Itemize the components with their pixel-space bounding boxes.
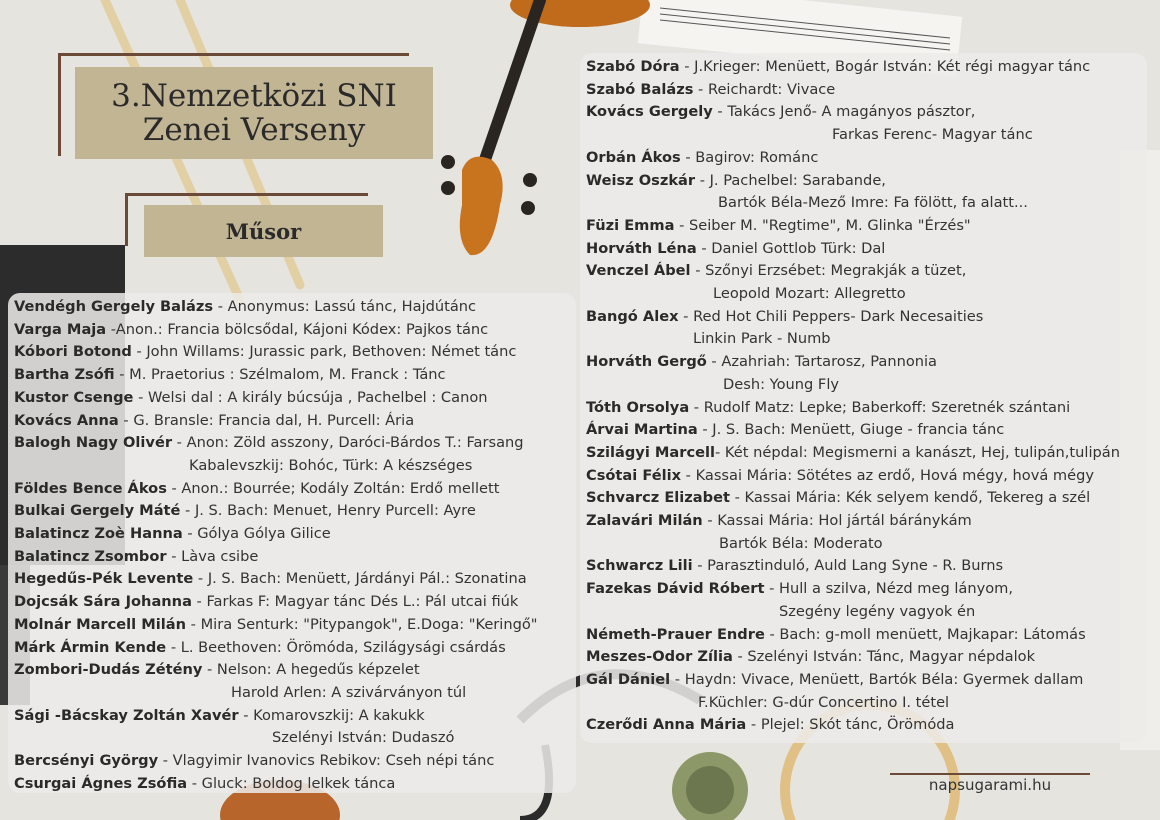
performer-name: Bartha Zsófi — [14, 366, 115, 384]
piece-list-continued: Linkin Park - Numb — [693, 330, 831, 348]
piece-list: - Szőnyi Erzsébet: Megrakják a tüzet, — [690, 262, 967, 280]
piece-list: - Reichardt: Vivace — [693, 80, 836, 98]
performer-name: Kovács Anna — [14, 411, 119, 429]
performer-name: Csótai Félix — [586, 466, 682, 484]
piece-list-continued: Farkas Ferenc- Magyar tánc — [832, 126, 1033, 144]
piece-list: - G. Bransle: Francia dal, H. Purcell: Ária — [118, 411, 415, 429]
performer-name: Gál Dániel — [586, 670, 671, 688]
program-entry — [586, 669, 1147, 714]
program-entry — [586, 419, 1147, 442]
performer-name: Horváth Gergő — [586, 353, 707, 371]
program-entry — [14, 568, 576, 591]
program-entry — [586, 306, 1147, 351]
performer-name: Meszes-Odor Zília — [586, 648, 733, 666]
program-entry — [14, 614, 576, 637]
piece-list: - Làva csibe — [166, 547, 259, 565]
performer-name: Sági -Bácskay Zoltán Xavér — [14, 706, 239, 724]
piece-list: - Mira Senturk: "Pitypangok", E.Doga: "Keringő" — [186, 615, 538, 633]
program-entry — [14, 319, 576, 342]
program-entry — [14, 500, 576, 523]
website-label: napsugarami.hu — [928, 776, 1052, 794]
title-line-2: Zenei Verseny — [142, 112, 366, 148]
performer-name: Venczel Ábel — [586, 262, 691, 280]
program-entry — [586, 442, 1147, 465]
piece-list-continued: Szegény legény vagyok én — [779, 602, 976, 620]
performer-name: Bulkai Gergely Máté — [14, 502, 181, 520]
subtitle: Műsor — [225, 218, 302, 244]
program-entry — [586, 487, 1147, 510]
program-entry — [14, 410, 576, 433]
piece-list: - J. S. Bach: Menüett, Járdányi Pál.: Szonatina — [193, 570, 527, 588]
program-list-left — [8, 293, 576, 793]
performer-name: Schwarcz Lili — [586, 557, 693, 575]
piece-list: - Daniel Gottlob Türk: Dal — [696, 239, 886, 257]
piece-list-continued: Szelényi István: Dudaszó — [272, 729, 455, 747]
performer-name: Füzi Emma — [586, 216, 675, 234]
performer-name: Hegedűs-Pék Levente — [14, 570, 194, 588]
piece-list: - Red Hot Chili Peppers- Dark Necesaities — [678, 307, 984, 325]
program-entry — [14, 659, 576, 704]
program-entry — [586, 56, 1147, 79]
performer-name: Szabó Dóra — [586, 58, 680, 75]
subtitle-box — [144, 205, 383, 257]
piece-list: - Kassai Mária: Kék selyem kendő, Tekereg a szél — [729, 489, 1091, 507]
program-entry — [586, 215, 1147, 238]
piece-list: - Vlagyimir Ivanovics Rebikov: Cseh népi tánc — [158, 752, 495, 770]
program-entry — [14, 478, 576, 501]
program-entry — [14, 637, 576, 660]
performer-name: Horváth Léna — [586, 239, 697, 257]
piece-list: - J. S. Bach: Menüett, Giuge - francia tánc — [697, 421, 1005, 439]
performer-name: Földes Bence Ákos — [14, 479, 167, 497]
program-entry — [14, 387, 576, 410]
performer-name: Kóbori Botond — [14, 343, 132, 361]
piece-list: - Hull a szilva, Nézd meg lányom, — [764, 580, 1014, 598]
program-entry — [586, 147, 1147, 170]
title-line-1: 3.Nemzetközi SNI — [111, 78, 397, 114]
program-entry — [586, 714, 1147, 737]
piece-list-continued: Bartók Béla-Mező Imre: Fa fölött, fa alatt... — [718, 194, 1028, 212]
program-entry — [586, 397, 1147, 420]
performer-name: Németh-Prauer Endre — [586, 625, 765, 643]
program-entry — [586, 351, 1147, 396]
performer-name: Fazekas Dávid Róbert — [586, 580, 765, 598]
program-entry — [586, 555, 1147, 578]
piece-list: - Takács Jenő- A magányos pásztor, — [712, 103, 976, 121]
program-entry — [14, 591, 576, 614]
divider — [890, 773, 1090, 775]
program-entry — [586, 170, 1147, 215]
performer-name: Kustor Csenge — [14, 388, 134, 406]
performer-name: Márk Ármin Kende — [14, 638, 167, 656]
performer-name: Schvarcz Elizabet — [586, 489, 730, 507]
performer-name: Dojcsák Sára Johanna — [14, 593, 192, 611]
performer-name: Weisz Oszkár — [586, 171, 696, 189]
program-entry — [586, 101, 1147, 146]
program-entry — [586, 578, 1147, 623]
piece-list: - Rudolf Matz: Lepke; Baberkoff: Szeretnék szántani — [689, 398, 1071, 416]
piece-list: - Két népdal: Megismerni a kanászt, Hej, tulipán,tulipán — [715, 443, 1120, 461]
piece-list-continued: Kabalevszkij: Bohóc, Türk: A készséges — [189, 456, 473, 474]
performer-name: Kovács Gergely — [586, 103, 713, 121]
program-entry — [14, 750, 576, 773]
performer-name: Molnár Marcell Milán — [14, 615, 187, 633]
piece-list-continued: Desh: Young Fly — [723, 375, 840, 393]
performer-name: Zombori-Dudás Zétény — [14, 661, 203, 679]
piece-list: - Bach: g-moll menüett, Majkapar: Látomás — [764, 625, 1086, 643]
performer-name: Czerődi Anna Mária — [586, 716, 747, 734]
piece-list: - Komarovszkij: A kakukk — [238, 706, 425, 724]
piece-list: - Seiber M. "Regtime", M. Glinka "Érzés" — [674, 216, 971, 234]
performer-name: Balogh Nagy Olivér — [14, 434, 173, 452]
piece-list-continued: Harold Arlen: A szivárványon túl — [231, 683, 467, 701]
program-list-right — [580, 53, 1147, 743]
performer-name: Bangó Alex — [586, 307, 679, 325]
program-entry — [14, 364, 576, 387]
piece-list: - Bagirov: Románc — [680, 148, 819, 166]
program-entry — [14, 523, 576, 546]
performer-name: Szabó Balázs — [586, 80, 694, 98]
performer-name: Bercsényi György — [14, 752, 159, 770]
program-entry — [586, 238, 1147, 261]
title-box — [75, 67, 433, 159]
program-entry — [14, 546, 576, 569]
piece-list-continued: F.Küchler: G-dúr Concertino I. tétel — [698, 693, 950, 711]
performer-name: Vendégh Gergely Balázs — [14, 298, 214, 315]
program-entry — [14, 773, 576, 796]
piece-list: - Welsi dal : A király búcsúja , Pachelbel : Canon — [133, 388, 488, 406]
performer-name: Varga Maja — [14, 320, 107, 338]
piece-list: - Szelényi István: Tánc, Magyar népdalok — [732, 648, 1036, 666]
performer-name: Árvai Martina — [586, 421, 698, 439]
program-entry — [586, 79, 1147, 102]
piece-list: - J. Pachelbel: Sarabande, — [695, 171, 886, 189]
program-entry — [586, 646, 1147, 669]
piece-list: - Farkas F: Magyar tánc Dés L.: Pál utcai fiúk — [191, 593, 519, 611]
program-entry — [586, 624, 1147, 647]
piece-list: - M. Praetorius : Szélmalom, M. Franck : Tánc — [114, 366, 446, 384]
piece-list: - Kassai Mária: Sötétes az erdő, Hová mégy, hová mégy — [681, 466, 1095, 484]
performer-name: Szilágyi Marcell — [586, 443, 716, 461]
piece-list: - Anon: Zöld asszony, Daróci-Bárdos T.: Farsang — [172, 434, 524, 452]
program-entry — [14, 432, 576, 477]
piece-list-continued: Leopold Mozart: Allegretto — [713, 285, 906, 303]
piece-list: - Azahriah: Tartarosz, Pannonia — [706, 353, 937, 371]
piece-list: - J. S. Bach: Menuet, Henry Purcell: Ayre — [180, 502, 476, 520]
performer-name: Zalavári Milán — [586, 512, 703, 530]
piece-list: - Gólya Gólya Gilice — [182, 525, 331, 543]
performer-name: Csurgai Ágnes Zsófia — [14, 774, 188, 792]
piece-list: - Nelson: A hegedűs képzelet — [202, 661, 420, 679]
performer-name: Orbán Ákos — [586, 148, 681, 166]
piece-list: - L. Beethoven: Örömóda, Szilágysági csárdás — [166, 638, 506, 656]
piece-list-continued: Bartók Béla: Moderato — [719, 534, 883, 552]
program-entry — [14, 296, 576, 319]
piece-list: - Haydn: Vivace, Menüett, Bartók Béla: Gyermek dallam — [670, 670, 1084, 688]
piece-list: - J.Krieger: Menüett, Bogár István: Két régi magyar tánc — [679, 58, 1091, 75]
performer-name: Balatincz Zsombor — [14, 547, 167, 565]
piece-list: - Anon.: Bourrée; Kodály Zoltán: Erdő mellett — [166, 479, 500, 497]
program-entry — [14, 705, 576, 750]
piece-list: - Kassai Mária: Hol jártál báránykám — [702, 512, 972, 530]
piece-list: - Parasztinduló, Auld Lang Syne - R. Burns — [692, 557, 1004, 575]
piece-list: - John Willams: Jurassic park, Bethoven: Német tánc — [131, 343, 517, 361]
program-entry — [586, 260, 1147, 305]
performer-name: Balatincz Zoè Hanna — [14, 525, 183, 543]
program-entry — [586, 465, 1147, 488]
piece-list: - Anonymus: Lassú tánc, Hajdútánc — [213, 298, 477, 315]
piece-list: - Gluck: Boldog lelkek tánca — [187, 774, 396, 792]
piece-list: -Anon.: Francia bölcsődal, Kájoni Kódex: Pajkos tánc — [106, 320, 489, 338]
piece-list: - Plejel: Skót tánc, Örömóda — [746, 716, 955, 734]
program-entry — [586, 510, 1147, 555]
program-entry — [14, 341, 576, 364]
performer-name: Tóth Orsolya — [586, 398, 690, 416]
